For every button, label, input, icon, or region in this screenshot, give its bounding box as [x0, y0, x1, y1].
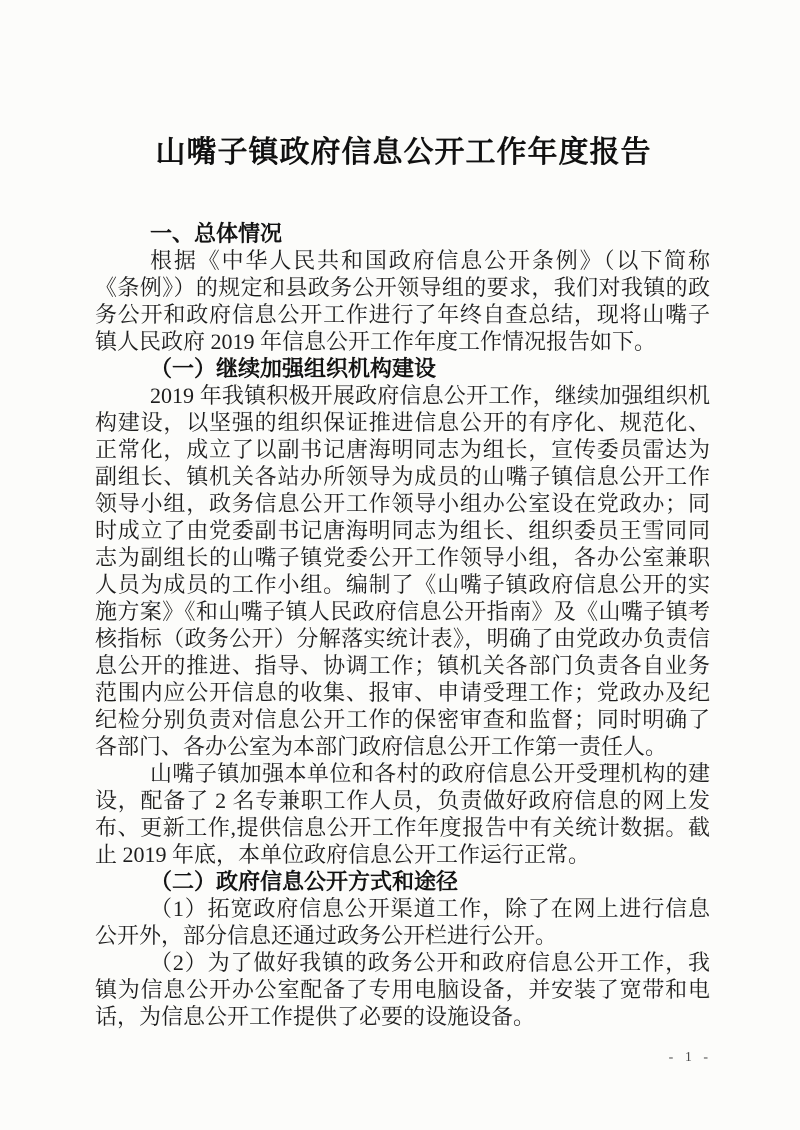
section-heading-disclosure-methods: （二）政府信息公开方式和途径 — [150, 869, 459, 894]
paragraph-staffing: 山嘴子镇加强本单位和各村的政府信息公开受理机构的建设，配备了 2 名专兼职工作人员，负责做好政府信息的网上发布、更新工作,提供信息公开工作年度报告中有关统计数据。截止 2019 年底，本单位政府信息公开工作运行正常。 — [95, 761, 710, 867]
section-heading-organization-building: （一）继续加强组织机构建设 — [150, 356, 437, 381]
document-body — [0, 220, 800, 1030]
paragraph-organization-building: 2019 年我镇积极开展政府信息公开工作，继续加强组织机构建设，以坚强的组织保证推进信息公开的有序化、规范化、正常化，成立了以副书记唐海明同志为组长，宣传委员雷达为副组长、镇机关各站办所领导为成员的山嘴子镇信息公开工作领导小组，政务信息公开工作领导小组办公室设在党政办；同时成立了由党委副书记唐海明同志为组长、组织委员王雪同同志为副组长的山嘴子镇党委公开工作领导小组，各办公室兼职人员为成员的工作小组。编制了《山嘴子镇政府信息公开的实施方案》《和山嘴子镇人民政府信息公开指南》及《山嘴子镇考核指标（政务公开）分解落实统计表》，明确了由党政办负责信息公开的推进、指导、协调工作；镇机关各部门负责各自业务范围内应公开信息的收集、报审、申请受理工作；党政办及纪纪检分别负责对信息公开工作的保密审查和监督；同时明确了各部门、各办公室为本部门政府信息公开工作第一责任人。 — [95, 383, 710, 759]
paragraph-disclosure-channels: （1）拓宽政府信息公开渠道工作，除了在网上进行信息公开外，部分信息还通过政务公开栏进行公开。 — [95, 896, 710, 948]
page-number: - 1 - — [668, 1050, 712, 1065]
section-heading-overall-situation: 一、总体情况 — [150, 221, 283, 246]
paragraph-introduction: 根据《中华人民共和国政府信息公开条例》（以下简称《条例》）的规定和县政务公开领导组的要求，我们对我镇的政务公开和政府信息公开工作进行了年终自查总结，现将山嘴子镇人民政府 2019 年信息公开工作年度工作情况报告如下。 — [95, 248, 710, 354]
paragraph-equipment: （2）为了做好我镇的政务公开和政府信息公开工作，我镇为信息公开办公室配备了专用电脑设备，并安装了宽带和电话，为信息公开工作提供了必要的设施设备。 — [95, 950, 710, 1029]
document-title: 山嘴子镇政府信息公开工作年度报告 — [155, 136, 652, 169]
